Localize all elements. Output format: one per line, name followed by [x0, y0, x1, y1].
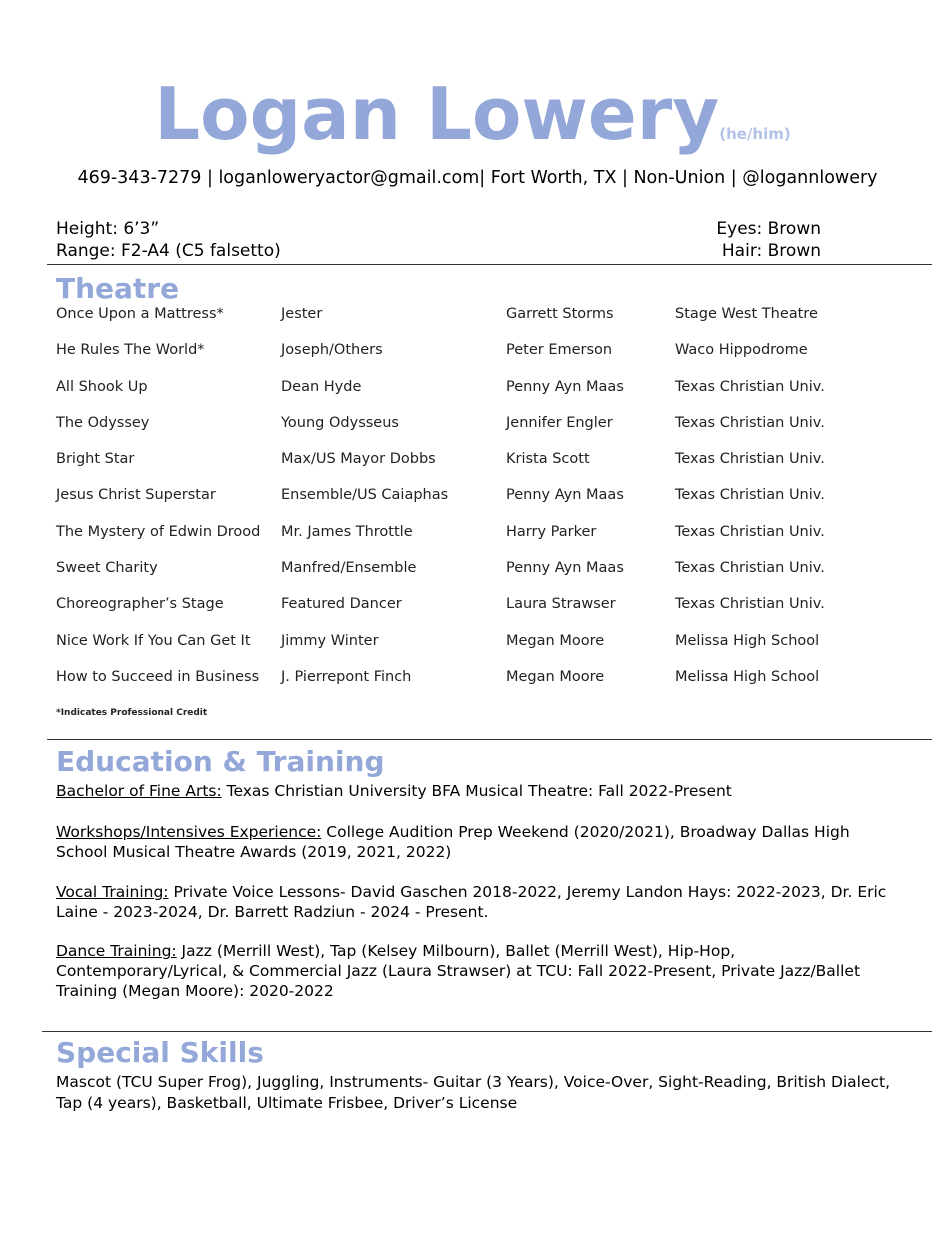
- credit-show: Sweet Charity: [56, 560, 158, 577]
- credit-venue: Texas Christian Univ.: [675, 523, 825, 540]
- credit-role: Jimmy Winter: [281, 632, 379, 649]
- credit-director: Megan Moore: [506, 668, 605, 685]
- credit-role: Featured Dancer: [281, 596, 402, 613]
- credit-show: Choreographer’s Stage: [56, 596, 224, 613]
- credit-row: [56, 451, 916, 487]
- credit-row: [56, 669, 916, 705]
- education-text: Texas Christian University BFA Musical Theatre: Fall 2022-Present: [221, 782, 732, 800]
- credit-director: Krista Scott: [506, 451, 590, 468]
- credit-role: Ensemble/US Caiaphas: [281, 487, 449, 504]
- credit-row: [56, 633, 916, 669]
- credit-director: Garrett Storms: [506, 306, 614, 322]
- credit-row: [56, 596, 916, 632]
- credit-venue: Melissa High School: [675, 668, 820, 685]
- credit-row: [56, 306, 916, 342]
- resume-header: [0, 72, 945, 156]
- credit-row: [56, 560, 916, 596]
- hair-stat: Hair: Brown: [721, 241, 821, 261]
- eyes-stat: Eyes: Brown: [716, 219, 821, 239]
- education-item: [56, 781, 896, 801]
- credit-role: Dean Hyde: [281, 378, 362, 395]
- credit-venue: Stage West Theatre: [675, 306, 818, 322]
- credit-show: He Rules The World*: [56, 342, 205, 359]
- credit-row: [56, 379, 916, 415]
- height-stat: Height: 6’3”: [56, 219, 160, 239]
- credit-show: How to Succeed in Business: [56, 668, 260, 685]
- education-item: [56, 822, 896, 862]
- education-label: Vocal Training:: [56, 883, 169, 901]
- credit-director: Penny Ayn Maas: [506, 378, 624, 395]
- credit-show: The Odyssey: [56, 414, 150, 431]
- divider: [47, 739, 932, 740]
- education-label: Dance Training:: [56, 942, 177, 960]
- credit-row: [56, 487, 916, 523]
- pronouns: (he/him): [719, 125, 791, 143]
- range-stat: Range: F2-A4 (C5 falsetto): [56, 241, 281, 261]
- education-text: Jazz (Merrill West), Tap (Kelsey Milbourn), Ballet (Merrill West), Hip-Hop, Contemporary/Lyrical, & Commercial Jazz (Laura Strawser) at TCU: Fall 2022-Present, Private Jazz/Ballet Training (Megan Moore): 2020-2022: [56, 942, 861, 1000]
- actor-name: Logan Lowery: [154, 72, 720, 156]
- education-text: Private Voice Lessons- David Gaschen 2018-2022, Jeremy Landon Hays: 2022-2023, Dr. Eric Laine - 2023-2024, Dr. Barrett Radziun - 2024 - Present.: [56, 883, 887, 921]
- education-title: Education & Training: [56, 745, 385, 778]
- credit-row: [56, 342, 916, 378]
- education-item: [56, 941, 896, 1001]
- credit-venue: Texas Christian Univ.: [675, 451, 825, 468]
- credit-role: Joseph/Others: [281, 342, 383, 359]
- credit-venue: Waco Hippodrome: [675, 342, 808, 359]
- theatre-credits: [56, 306, 916, 705]
- credit-role: Max/US Mayor Dobbs: [281, 451, 436, 468]
- credit-show: All Shook Up: [56, 378, 148, 395]
- education-label: Bachelor of Fine Arts:: [56, 782, 222, 800]
- education-item: [56, 882, 896, 922]
- credit-venue: Texas Christian Univ.: [675, 560, 825, 577]
- credit-director: Peter Emerson: [506, 342, 613, 359]
- credit-director: Jennifer Engler: [506, 414, 613, 431]
- credit-show: Once Upon a Mattress*: [56, 306, 224, 322]
- credit-director: Penny Ayn Maas: [506, 487, 624, 504]
- credit-director: Megan Moore: [506, 632, 605, 649]
- education-text: College Audition Prep Weekend (2020/2021), Broadway Dallas High School Musical Theatre Awards (2019, 2021, 2022): [56, 823, 850, 861]
- credit-venue: Melissa High School: [675, 632, 820, 649]
- education-label: Workshops/Intensives Experience:: [56, 823, 322, 841]
- credit-show: The Mystery of Edwin Drood: [56, 523, 261, 540]
- credit-role: Young Odysseus: [281, 414, 399, 431]
- skills-text: Mascot (TCU Super Frog), Juggling, Instruments- Guitar (3 Years), Voice-Over, Sight-Reading, British Dialect, Tap (4 years), Basketball, Ultimate Frisbee, Driver’s License: [56, 1073, 891, 1112]
- credit-venue: Texas Christian Univ.: [675, 414, 825, 431]
- contact-line: 469-343-7279 | loganloweryactor@gmail.com| Fort Worth, TX | Non-Union | @logannlowery: [77, 168, 878, 188]
- credit-show: Bright Star: [56, 451, 135, 468]
- divider: [42, 1031, 932, 1032]
- credit-venue: Texas Christian Univ.: [675, 487, 825, 504]
- credit-director: Laura Strawser: [506, 596, 616, 613]
- credit-row: [56, 524, 916, 560]
- credit-show: Nice Work If You Can Get It: [56, 632, 251, 649]
- credit-role: Mr. James Throttle: [281, 523, 413, 540]
- skills-title: Special Skills: [56, 1036, 264, 1069]
- credit-director: Penny Ayn Maas: [506, 560, 624, 577]
- professional-credit-note: *Indicates Professional Credit: [56, 708, 208, 718]
- credit-role: Jester: [281, 306, 323, 322]
- credit-role: Manfred/Ensemble: [281, 560, 417, 577]
- theatre-title: Theatre: [56, 272, 180, 305]
- credit-role: J. Pierrepont Finch: [281, 668, 412, 685]
- credit-venue: Texas Christian Univ.: [675, 378, 825, 395]
- credit-director: Harry Parker: [506, 523, 597, 540]
- credit-row: [56, 415, 916, 451]
- credit-venue: Texas Christian Univ.: [675, 596, 825, 613]
- credit-show: Jesus Christ Superstar: [56, 487, 216, 504]
- divider: [47, 264, 932, 265]
